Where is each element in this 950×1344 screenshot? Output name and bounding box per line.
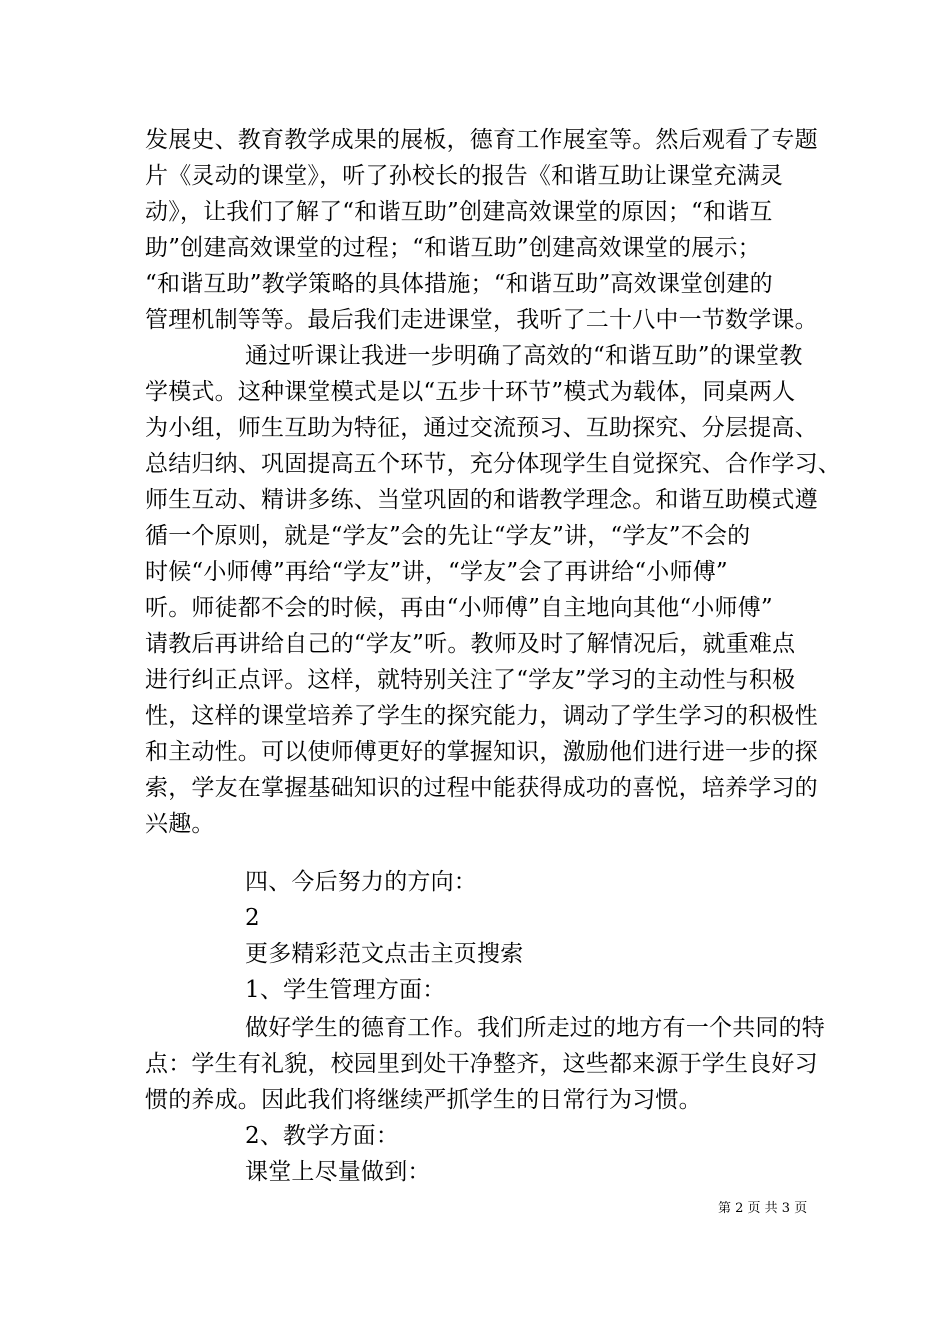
paragraph-1-line-1: 发展史、教育教学成果的展板，德育工作展室等。然后观看了专题 bbox=[145, 127, 818, 153]
paragraph-3-line-2: 点：学生有礼貌，校园里到处干净整齐，这些都来源于学生良好习 bbox=[145, 1051, 818, 1077]
paragraph-1-line-2: 片《灵动的课堂》，听了孙校长的报告《和谐互助让课堂充满灵 bbox=[145, 163, 784, 189]
paragraph-2-line-6: 循一个原则，就是“学友”会的先让“学友”讲，“学友”不会的 bbox=[145, 523, 751, 549]
paragraph-2-line-13: 索，学友在掌握基础知识的过程中能获得成功的喜悦，培养学习的 bbox=[145, 775, 818, 801]
page-marker: 2 bbox=[245, 905, 260, 931]
section-heading: 四、今后努力的方向： bbox=[245, 869, 477, 895]
promo-text: 更多精彩范文点击主页搜索 bbox=[245, 941, 524, 967]
subheading-teaching: 2、教学方面： bbox=[245, 1123, 400, 1149]
paragraph-3-line-3: 惯的养成。因此我们将继续严抓学生的日常行为习惯。 bbox=[145, 1087, 702, 1113]
paragraph-2-line-8: 听。师徒都不会的时候，再由“小师傅”自主地向其他“小师傅” bbox=[145, 595, 773, 621]
paragraph-2-line-5: 师生互动、精讲多练、当堂巩固的和谐教学理念。和谐互助模式遵 bbox=[145, 487, 818, 513]
paragraph-2-line-3: 为小组，师生互助为特征，通过交流预习、互助探究、分层提高、 bbox=[145, 415, 818, 441]
paragraph-2-line-12: 和主动性。可以使师傅更好的掌握知识，激励他们进行进一步的探 bbox=[145, 739, 818, 765]
paragraph-1-line-3: 动》，让我们了解了“和谐互助”创建高效课堂的原因；“和谐互 bbox=[145, 199, 773, 225]
paragraph-2-line-1: 通过听课让我进一步明确了高效的“和谐互助”的课堂教 bbox=[245, 343, 803, 369]
paragraph-2-line-9: 请教后再讲给自己的“学友”听。教师及时了解情况后，就重难点 bbox=[145, 631, 796, 657]
paragraph-2-line-11: 性，这样的课堂培养了学生的探究能力，调动了学生学习的积极性 bbox=[145, 703, 818, 729]
paragraph-2-line-4: 总结归纳、巩固提高五个环节，充分体现学生自觉探究、合作学习、 bbox=[145, 451, 841, 477]
paragraph-1-line-4: 助”创建高效课堂的过程；“和谐互助”创建高效课堂的展示； bbox=[145, 235, 761, 261]
subheading-student-management: 1、学生管理方面： bbox=[245, 977, 446, 1003]
paragraph-2-line-10: 进行纠正点评。这样，就特别关注了“学友”学习的主动性与积极 bbox=[145, 667, 796, 693]
paragraph-2-line-2: 学模式。这种课堂模式是以“五步十环节”模式为载体，同桌两人 bbox=[145, 379, 796, 405]
paragraph-2-line-14: 兴趣。 bbox=[145, 811, 215, 837]
page-footer: 第 2 页 共 3 页 bbox=[718, 1201, 808, 1216]
paragraph-2-line-7: 时候“小师傅”再给“学友”讲，“学友”会了再讲给“小师傅” bbox=[145, 559, 728, 585]
paragraph-3-line-1: 做好学生的德育工作。我们所走过的地方有一个共同的特 bbox=[245, 1015, 825, 1041]
paragraph-1-line-5: “和谐互助”教学策略的具体措施；“和谐互助”高效课堂创建的 bbox=[145, 271, 773, 297]
paragraph-1-line-6: 管理机制等等。最后我们走进课堂，我听了二十八中一节数学课。 bbox=[145, 307, 818, 333]
paragraph-4-line-1: 课堂上尽量做到： bbox=[245, 1159, 431, 1185]
